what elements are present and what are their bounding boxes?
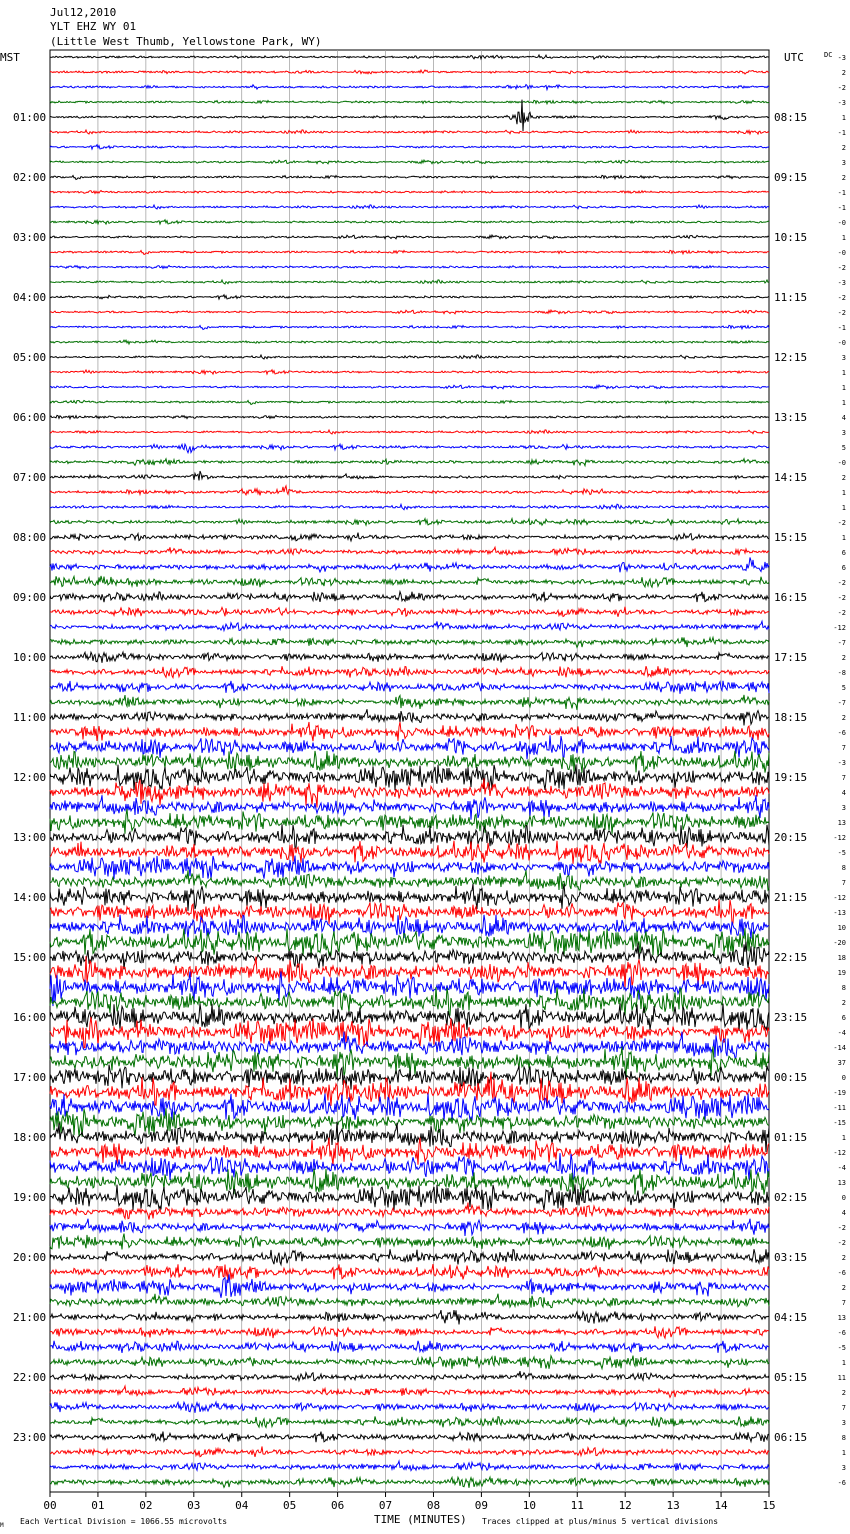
dc-offset-value: -12 [833,624,846,632]
seismic-trace [50,415,769,419]
left-hour-label: 11:00 [13,711,47,724]
seismic-trace [50,70,769,74]
dc-offset-value: 1 [841,399,846,407]
dc-offset-value: -3 [837,279,846,287]
dc-offset-value: 3 [841,354,846,362]
dc-offset-value: 3 [841,1419,846,1427]
left-hour-label: 03:00 [13,231,47,244]
left-hour-label: 02:00 [13,171,47,184]
dc-offset-value: -6 [837,1479,846,1487]
left-hour-label: 13:00 [13,831,47,844]
seismic-trace [50,340,769,344]
dc-offset-value: 2 [841,1254,846,1262]
left-hour-label: 10:00 [13,651,47,664]
dc-offset-value: 2 [841,654,846,662]
left-hour-label: 19:00 [13,1191,47,1204]
left-hour-label: 04:00 [13,291,47,304]
header [50,6,322,48]
dc-offset-value: -2 [837,264,846,272]
right-hour-label: 05:15 [774,1371,808,1384]
seismic-trace [50,1122,769,1153]
seismic-trace [50,795,769,820]
dc-offset-value: 7 [841,744,846,752]
x-tick-label: 00 [43,1499,57,1512]
dc-offset-value: 8 [841,864,846,872]
x-tick-label: 10 [522,1499,536,1512]
dc-offset-column [833,54,846,1487]
footer [0,1513,718,1529]
right-timezone-label: UTC [784,51,804,64]
right-hour-label: 18:15 [774,711,808,724]
dc-offset-value: 1 [841,534,846,542]
seismic-trace [50,1447,769,1457]
right-hour-label: 06:15 [774,1431,808,1444]
right-hour-label: 03:15 [774,1251,808,1264]
left-hour-label: 05:00 [13,351,47,364]
dc-offset-value: -14 [833,1044,846,1052]
seismic-trace [50,722,769,741]
dc-offset-value: 4 [841,1209,846,1217]
dc-offset-value: 0 [841,1194,846,1202]
dc-offset-value: -2 [837,609,846,617]
dc-offset-value: 2 [841,714,846,722]
seismic-trace [50,1461,769,1471]
dc-offset-value: -0 [837,459,846,467]
dc-offset-value: 1 [841,504,846,512]
seismic-trace [50,1356,769,1369]
seismic-trace [50,160,769,164]
right-hour-label: 00:15 [774,1071,808,1084]
seismic-trace [50,1310,769,1324]
right-hour-label: 15:15 [774,531,808,544]
dc-offset-value: -3 [837,759,846,767]
left-timezone-label: MST [0,51,20,64]
left-hour-label: 12:00 [13,771,47,784]
left-hour-label: 06:00 [13,411,47,424]
dc-offset-value: -4 [837,1029,846,1037]
dc-offset-value: 11 [837,1374,846,1382]
right-hour-label: 09:15 [774,171,808,184]
dc-offset-value: -2 [837,1224,846,1232]
dc-offset-value: 1 [841,489,846,497]
seismic-trace [50,870,769,890]
dc-offset-value: -6 [837,729,846,737]
dc-offset-value: 4 [841,414,846,422]
seismic-trace [50,130,769,134]
right-hour-label: 12:15 [774,351,808,364]
x-tick-label: 03 [187,1499,201,1512]
dc-offset-value: -12 [833,834,846,842]
right-hour-label: 14:15 [774,471,808,484]
seismic-trace [50,1203,769,1220]
seismic-trace [50,519,769,526]
seismic-trace [50,385,769,389]
seismic-trace [50,621,769,630]
seismic-trace [50,250,769,254]
right-hour-label: 01:15 [774,1131,808,1144]
dc-offset-value: -19 [833,1089,846,1097]
seismic-trace [50,1234,769,1250]
seismic-trace [50,1294,769,1308]
seismic-trace [50,809,769,834]
seismic-trace [50,486,769,496]
seismic-trace [50,310,769,314]
dc-offset-value: 7 [841,1404,846,1412]
dc-offset-value: 1 [841,234,846,242]
dc-offset-value: 2 [841,474,846,482]
seismic-trace [50,1326,769,1338]
dc-offset-value: 19 [837,969,846,977]
dc-offset-value: 6 [841,1014,846,1022]
x-tick-label: 15 [762,1499,776,1512]
seismic-trace [50,504,769,510]
seismic-traces [50,55,769,1488]
seismic-trace [50,191,769,194]
dc-offset-value: 4 [841,789,846,797]
right-hour-label: 16:15 [774,591,808,604]
seismic-trace [50,884,769,911]
seismic-trace [50,85,769,90]
x-tick-label: 09 [474,1499,489,1512]
dc-offset-value: -3 [837,99,846,107]
seismic-trace [50,764,769,790]
dc-offset-value: 13 [837,1314,846,1322]
left-hour-label: 22:00 [13,1371,47,1384]
dc-offset-value: -0 [837,219,846,227]
left-hour-label: 23:00 [13,1431,47,1444]
x-tick-label: 05 [283,1499,297,1512]
left-hour-label: 01:00 [13,111,47,124]
clip-note: Traces clipped at plus/minus 5 vertical divisions [482,1517,719,1526]
left-hour-label: 14:00 [13,891,47,904]
dc-offset-value: -8 [837,669,846,677]
dc-offset-value: -1 [837,189,846,197]
seismic-trace [50,533,769,541]
dc-offset-value: -4 [837,1164,846,1172]
dc-offset-value: -13 [833,909,846,917]
x-tick-label: 06 [330,1499,345,1512]
dc-offset-value: 1 [841,1134,846,1142]
seismic-trace [50,1402,769,1413]
right-hour-label: 08:15 [774,111,808,124]
dc-offset-value: -1 [837,204,846,212]
seismic-trace [50,681,769,694]
dc-offset-value: 37 [837,1059,846,1067]
dc-offset-value: 7 [841,879,846,887]
seismic-trace [50,915,769,939]
dc-offset-value: 3 [841,1464,846,1472]
dc-offset-value: 2 [841,144,846,152]
seismic-trace [50,576,769,587]
left-hour-label: 07:00 [13,471,47,484]
dc-offset-value: -2 [837,294,846,302]
seismic-trace [50,444,769,453]
seismic-trace [50,1094,769,1122]
right-hour-label: 21:15 [774,891,808,904]
dc-offset-value: 6 [841,564,846,572]
seismic-trace [50,459,769,466]
dc-offset-value: -2 [837,594,846,602]
left-hour-labels [13,111,46,1444]
x-tick-label: 01 [91,1499,105,1512]
corner-mark: M [0,1522,4,1529]
x-tick-label: 04 [235,1499,249,1512]
dc-offset-value: 1 [841,384,846,392]
dc-offset-value: 8 [841,984,846,992]
left-hour-label: 09:00 [13,591,47,604]
seismic-trace [50,751,769,773]
seismic-trace [50,370,769,374]
right-hour-labels [774,111,807,1444]
seismic-trace [50,695,769,710]
dc-offset-value: -20 [833,939,846,947]
seismic-trace [50,175,769,179]
seismic-trace [50,652,769,663]
seismic-trace [50,607,769,617]
dc-offset-value: 3 [841,804,846,812]
dc-offset-value: -11 [833,1104,846,1112]
right-hour-label: 23:15 [774,1011,808,1024]
seismic-trace [50,735,769,759]
dc-offset-value: -3 [837,54,846,62]
seismic-trace [50,280,769,284]
left-hour-label: 15:00 [13,951,47,964]
right-hour-label: 10:15 [774,231,808,244]
dc-offset-value: -7 [837,639,846,647]
seismic-trace [50,401,769,405]
seismic-trace [50,235,769,239]
dc-offset-value: 13 [837,1179,846,1187]
dc-offset-value: 5 [841,444,846,452]
seismic-trace [50,295,769,299]
left-hour-label: 18:00 [13,1131,47,1144]
dc-offset-value: 2 [841,174,846,182]
x-tick-label: 14 [714,1499,728,1512]
left-hour-label: 20:00 [13,1251,47,1264]
seismic-trace [50,709,769,725]
left-hour-label: 08:00 [13,531,47,544]
dc-offset-value: 2 [841,69,846,77]
dc-offset-value: 18 [837,954,846,962]
seismic-trace [50,666,769,677]
seismic-trace [50,471,769,480]
dc-offset-value: 10 [837,924,846,932]
dc-offset-value: 1 [841,1449,846,1457]
right-hour-label: 19:15 [774,771,808,784]
seismic-trace [50,1184,769,1210]
dc-offset-value: 6 [841,549,846,557]
seismic-trace [50,1432,769,1443]
seismic-trace [50,355,769,359]
left-hour-label: 17:00 [13,1071,47,1084]
dc-offset-value: -0 [837,339,846,347]
dc-offset-value: 3 [841,159,846,167]
seismic-trace [50,325,769,329]
dc-offset-value: 5 [841,684,846,692]
right-hour-label: 02:15 [774,1191,808,1204]
dc-offset-value: -5 [837,1344,846,1352]
seismic-trace [50,1341,769,1353]
seismic-trace [50,1477,769,1488]
seismic-trace [50,547,769,555]
station-code: YLT EHZ WY 01 [50,20,137,33]
dc-offset-value: 1 [841,369,846,377]
seismic-trace [50,899,769,924]
seismic-trace [50,430,769,434]
seismic-trace [50,1274,769,1298]
x-tick-label: 12 [618,1499,632,1512]
dc-offset-value: 2 [841,999,846,1007]
right-hour-label: 13:15 [774,411,808,424]
x-axis-ticks [43,1492,775,1512]
dc-offset-value: -5 [837,849,846,857]
right-hour-label: 22:15 [774,951,808,964]
dc-offset-value: 2 [841,1389,846,1397]
dc-offset-value: -2 [837,1239,846,1247]
dc-offset-value: -6 [837,1269,846,1277]
left-hour-label: 16:00 [13,1011,47,1024]
dc-offset-value: 7 [841,774,846,782]
seismic-trace [50,55,769,59]
scale-note: Each Vertical Division = 1066.55 microvolts [20,1517,228,1526]
dc-offset-value: -1 [837,129,846,137]
seismic-trace [50,1153,769,1180]
seismic-trace [50,1416,769,1427]
seismic-trace [50,1219,769,1236]
dc-offset-value: -2 [837,309,846,317]
seismic-trace [50,205,769,209]
seismic-trace [50,637,769,647]
right-hour-label: 20:15 [774,831,808,844]
dc-offset-value: -2 [837,579,846,587]
dc-offset-value: -15 [833,1119,846,1127]
seismic-trace [50,1264,769,1280]
dc-offset-value: -12 [833,894,846,902]
dc-offset-value: -1 [837,324,846,332]
dc-offset-value: 8 [841,1434,846,1442]
seismic-trace [50,220,769,224]
dc-offset-value: 1 [841,1359,846,1367]
x-tick-label: 11 [570,1499,584,1512]
dc-offset-value: 3 [841,429,846,437]
seismic-trace [50,266,769,269]
x-tick-label: 02 [139,1499,153,1512]
seismic-trace [50,592,769,602]
right-hour-label: 17:15 [774,651,808,664]
dc-offset-value: 0 [841,1074,846,1082]
dc-offset-value: -6 [837,1329,846,1337]
dc-offset-value: 2 [841,1284,846,1292]
dc-label: DC [824,51,833,59]
seismic-trace [50,100,769,131]
dc-offset-value: -0 [837,249,846,257]
station-location: (Little West Thumb, Yellowstone Park, WY) [50,35,322,48]
dc-offset-value: -2 [837,84,846,92]
dc-offset-value: 7 [841,1299,846,1307]
x-tick-label: 08 [426,1499,441,1512]
seismic-trace [50,100,769,104]
seismic-trace [50,1138,769,1166]
dc-offset-value: -12 [833,1149,846,1157]
dc-offset-value: -7 [837,699,846,707]
seismic-trace [50,1386,769,1397]
x-tick-label: 13 [666,1499,680,1512]
left-hour-label: 21:00 [13,1311,47,1324]
dc-offset-value: 1 [841,114,846,122]
seismic-trace [50,145,769,149]
dc-offset-value: 13 [837,819,846,827]
right-hour-label: 11:15 [774,291,808,304]
dc-offset-value: -2 [837,519,846,527]
seismic-trace [50,856,769,880]
seismic-trace [50,557,769,572]
x-axis-title: TIME (MINUTES) [374,1513,467,1526]
seismic-trace [50,1371,769,1381]
x-tick-label: 07 [378,1499,393,1512]
record-date: Jul12,2010 [50,6,117,19]
seismic-trace [50,1032,769,1058]
seismic-trace [50,1249,769,1264]
right-hour-label: 04:15 [774,1311,808,1324]
